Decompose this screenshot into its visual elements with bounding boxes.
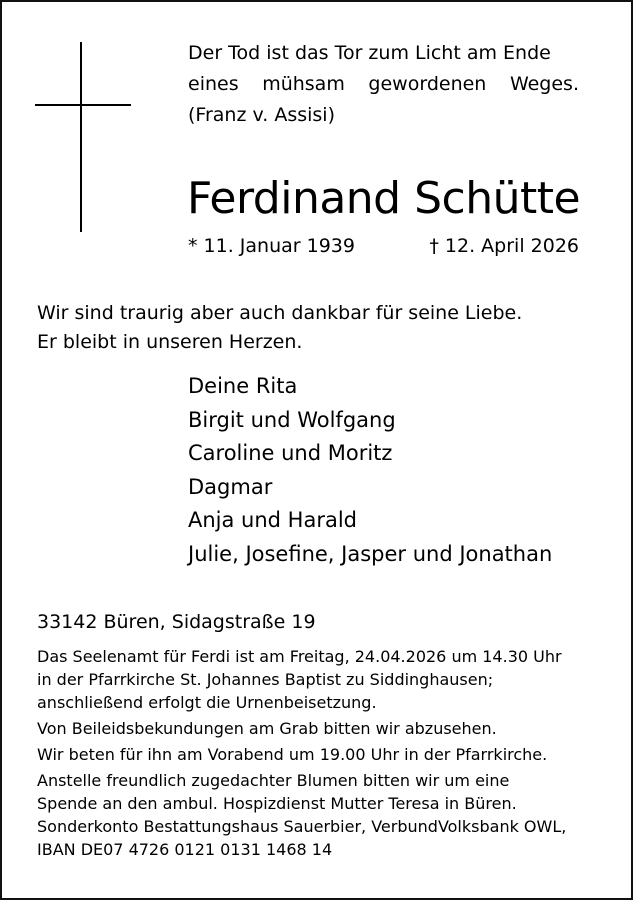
family-list [188, 370, 552, 571]
prayer-line: Wir beten für ihn am Vorabend um 19.00 Uhr in der Pfarrkirche. [37, 745, 548, 764]
quote [188, 38, 579, 131]
family-member: Dagmar [188, 474, 273, 499]
cross-icon [35, 42, 131, 232]
family-member: Caroline und Moritz [188, 441, 393, 465]
family-member: Anja und Harald [188, 508, 358, 532]
quote-line-2: eines mühsam gewordenen Weges. [188, 73, 579, 95]
deceased-name: Ferdinand Schütte [187, 173, 581, 224]
death-date: † 12. April 2026 [429, 235, 579, 257]
address: 33142 Büren, Sidagstraße 19 [37, 611, 316, 633]
funeral-info [37, 645, 597, 864]
iban-line: IBAN DE07 4726 0121 0131 1468 14 [37, 840, 333, 859]
family-member: Deine Rita [188, 374, 298, 398]
condolences-line: Von Beileidsbekundungen am Grab bitten wir abzusehen. [37, 719, 497, 738]
service-line: anschließend erfolgt die Urnenbeisetzung. [37, 693, 377, 712]
service-line: in der Pfarrkirche St. Johannes Baptist zu Siddinghausen; [37, 670, 494, 689]
quote-author: (Franz v. Assisi) [188, 104, 335, 126]
message-line-1: Wir sind traurig aber auch dankbar für seine Liebe. [37, 302, 523, 324]
service-paragraph [37, 645, 597, 714]
message-line-2: Er bleibt in unseren Herzen. [37, 331, 303, 353]
cross-horizontal-bar [35, 104, 131, 106]
family-member: Birgit und Wolfgang [188, 407, 396, 432]
prayer-paragraph [37, 743, 597, 766]
condolences-paragraph [37, 717, 597, 740]
birth-date: * 11. Januar 1939 [188, 235, 355, 257]
mourning-message [37, 299, 522, 357]
donation-line: Anstelle freundlich zugedachter Blumen bitten wir um eine [37, 771, 510, 790]
donation-line: Spende an den ambul. Hospizdienst Mutter Teresa in Büren. [37, 794, 517, 813]
donation-line: Sonderkonto Bestattungshaus Sauerbier, VerbundVolksbank OWL, [37, 817, 567, 836]
family-member: Julie, Josefine, Jasper und Jonathan [188, 541, 553, 566]
service-line: Das Seelenamt für Ferdi ist am Freitag, 24.04.2026 um 14.30 Uhr [37, 647, 562, 666]
donation-paragraph [37, 769, 597, 861]
quote-line-1: Der Tod ist das Tor zum Licht am Ende [188, 42, 551, 64]
cross-vertical-bar [80, 42, 82, 232]
